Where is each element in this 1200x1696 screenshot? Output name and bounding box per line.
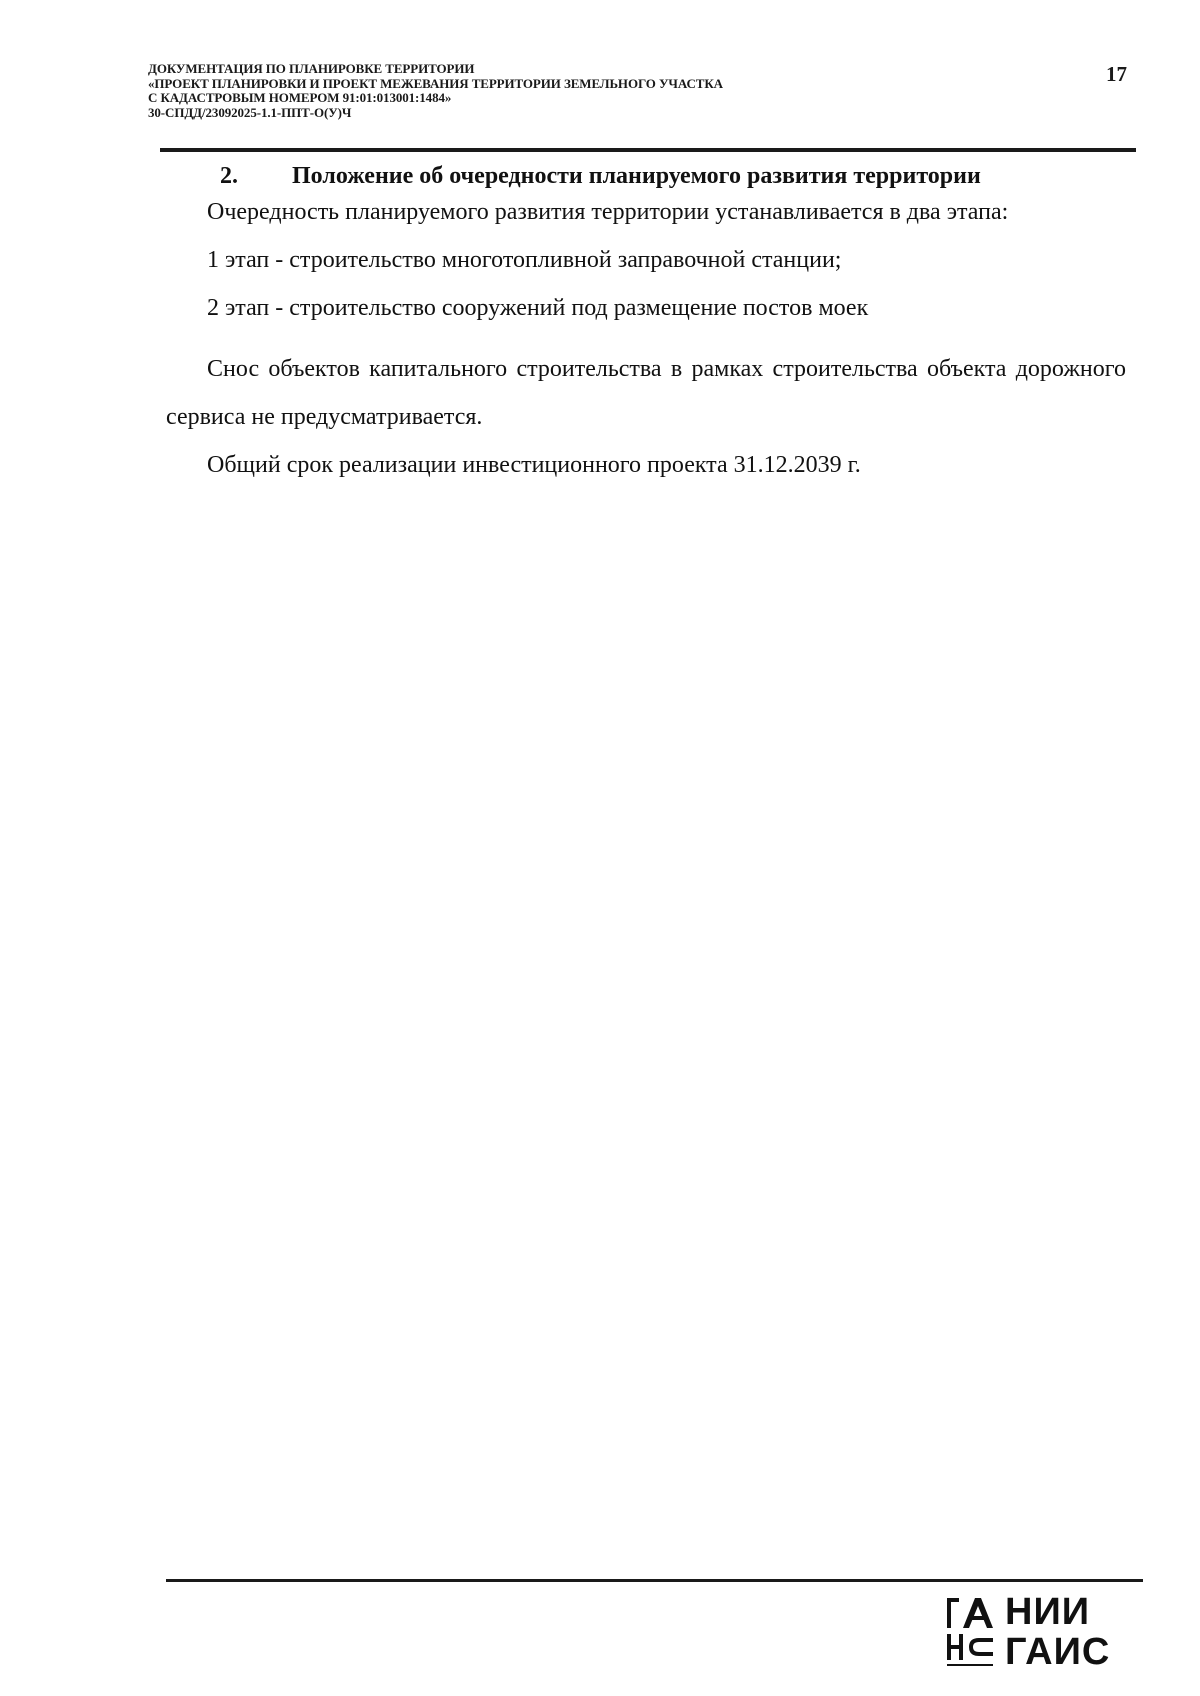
- header-line-2: «ПРОЕКТ ПЛАНИРОВКИ И ПРОЕКТ МЕЖЕВАНИЯ ТЕРРИТОРИИ ЗЕМЕЛЬНОГО УЧАСТКА: [148, 75, 723, 91]
- document-header: [148, 62, 968, 120]
- paragraph-stage-1: 1 этап - строительство многотопливной заправочной станции;: [207, 247, 842, 273]
- header-line-3: С КАДАСТРОВЫМ НОМЕРОМ 91:01:013001:1484»: [148, 90, 452, 105]
- section-title: Положение об очередности планируемого развития территории: [292, 163, 981, 189]
- section-heading: [220, 163, 981, 190]
- logo-text-line-1: НИИ: [1005, 1591, 1091, 1633]
- paragraph-stage-2: 2 этап - строительство сооружений под размещение постов моек: [207, 295, 869, 321]
- page-number: 17: [1106, 62, 1127, 86]
- logo-emblem-icon: [945, 1592, 997, 1672]
- logo-text: [1005, 1592, 1110, 1672]
- header-divider: [160, 148, 1136, 152]
- section-number: 2.: [220, 163, 238, 189]
- paragraph-deadline: Общий срок реализации инвестиционного проекта 31.12.2039 г.: [207, 452, 861, 478]
- logo-text-line-2: ГАИС: [1005, 1631, 1111, 1673]
- paragraph-stages-intro: Очередность планируемого развития территории устанавливается в два этапа:: [207, 199, 1009, 225]
- header-line-1: ДОКУМЕНТАЦИЯ ПО ПЛАНИРОВКЕ ТЕРРИТОРИИ: [148, 61, 475, 76]
- header-line-4: 30-СПДД/23092025-1.1-ППТ-О(У)Ч: [148, 104, 352, 120]
- footer-divider: [166, 1579, 1143, 1582]
- niigais-logo: [945, 1592, 1125, 1674]
- paragraph-demolition: Снос объектов капитального строительства в рамках строительства объекта дорожного сервиса не предусматривается.: [166, 356, 1126, 430]
